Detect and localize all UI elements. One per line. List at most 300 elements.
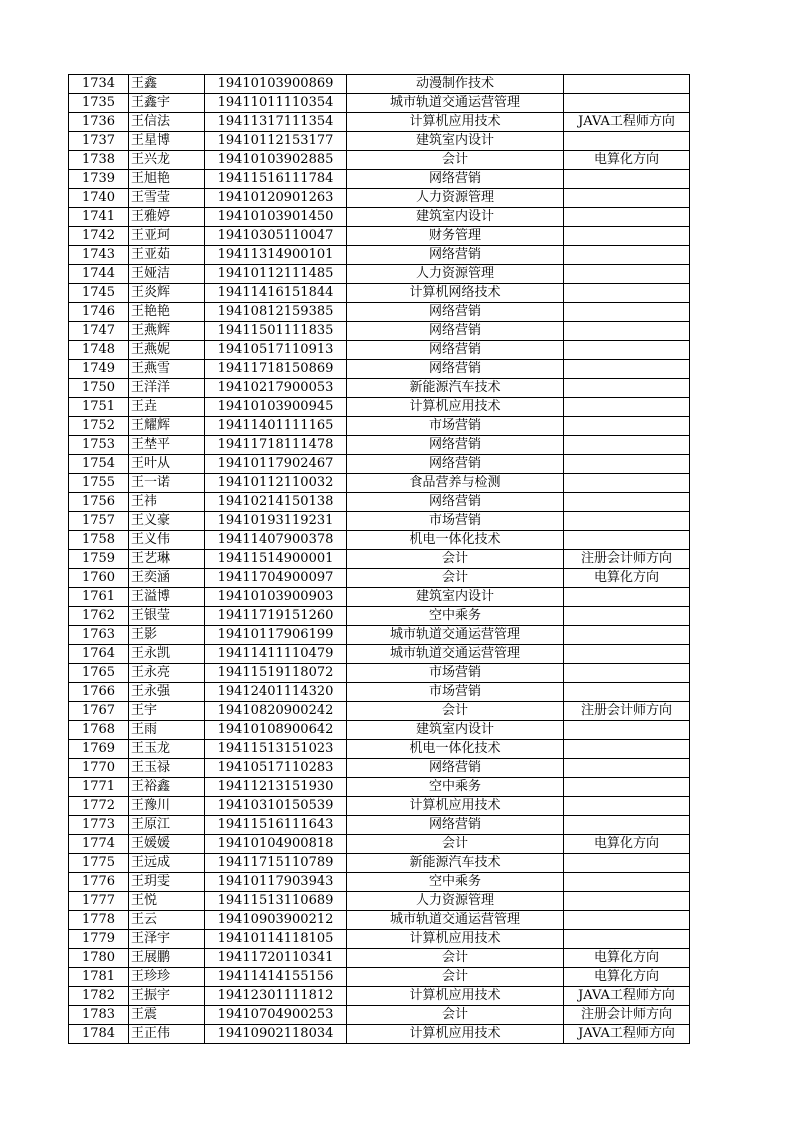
direction-cell: [564, 208, 690, 227]
student-name-cell: 王展鹏: [129, 949, 205, 968]
row-number-cell: 1768: [69, 721, 129, 740]
major-cell: 人力资源管理: [347, 265, 564, 284]
table-row: [69, 322, 690, 341]
student-id-cell: 19410112110032: [205, 474, 347, 493]
student-name-cell: 王震: [129, 1006, 205, 1025]
student-name-cell: 王耀辉: [129, 417, 205, 436]
row-number-cell: 1737: [69, 132, 129, 151]
table-row: [69, 75, 690, 94]
row-number-cell: 1767: [69, 702, 129, 721]
row-number-cell: 1747: [69, 322, 129, 341]
row-number-cell: 1761: [69, 588, 129, 607]
direction-cell: 电算化方向: [564, 968, 690, 987]
student-name-cell: 王炎辉: [129, 284, 205, 303]
major-cell: 会计: [347, 550, 564, 569]
student-name-cell: 王珍珍: [129, 968, 205, 987]
student-name-cell: 王雪莹: [129, 189, 205, 208]
student-id-cell: 19411416151844: [205, 284, 347, 303]
table-row: [69, 512, 690, 531]
row-number-cell: 1779: [69, 930, 129, 949]
table-row: [69, 265, 690, 284]
student-name-cell: 王玥雯: [129, 873, 205, 892]
row-number-cell: 1739: [69, 170, 129, 189]
row-number-cell: 1763: [69, 626, 129, 645]
table-row: [69, 626, 690, 645]
major-cell: 网络营销: [347, 246, 564, 265]
major-cell: 网络营销: [347, 493, 564, 512]
table-row: [69, 379, 690, 398]
direction-cell: 注册会计师方向: [564, 1006, 690, 1025]
major-cell: 计算机应用技术: [347, 930, 564, 949]
direction-cell: [564, 436, 690, 455]
direction-cell: [564, 607, 690, 626]
major-cell: 计算机网络技术: [347, 284, 564, 303]
student-id-cell: 19410103900903: [205, 588, 347, 607]
student-name-cell: 王宇: [129, 702, 205, 721]
table-row: [69, 417, 690, 436]
student-name-cell: 王云: [129, 911, 205, 930]
student-id-cell: 19411411110479: [205, 645, 347, 664]
row-number-cell: 1757: [69, 512, 129, 531]
major-cell: 新能源汽车技术: [347, 379, 564, 398]
direction-cell: [564, 246, 690, 265]
student-name-cell: 王鑫宇: [129, 94, 205, 113]
student-name-cell: 王洋洋: [129, 379, 205, 398]
direction-cell: [564, 759, 690, 778]
student-id-cell: 19410517110283: [205, 759, 347, 778]
major-cell: 人力资源管理: [347, 189, 564, 208]
table-row: [69, 284, 690, 303]
table-row: [69, 968, 690, 987]
direction-cell: [564, 531, 690, 550]
direction-cell: [564, 265, 690, 284]
student-roster-table: [68, 74, 690, 1044]
major-cell: 建筑室内设计: [347, 588, 564, 607]
row-number-cell: 1751: [69, 398, 129, 417]
row-number-cell: 1746: [69, 303, 129, 322]
row-number-cell: 1743: [69, 246, 129, 265]
row-number-cell: 1762: [69, 607, 129, 626]
student-id-cell: 19411718111478: [205, 436, 347, 455]
student-id-cell: 19411407900378: [205, 531, 347, 550]
row-number-cell: 1738: [69, 151, 129, 170]
table-row: [69, 455, 690, 474]
table-row: [69, 208, 690, 227]
row-number-cell: 1781: [69, 968, 129, 987]
table-row: [69, 854, 690, 873]
student-name-cell: 王艳艳: [129, 303, 205, 322]
student-id-cell: 19410112153177: [205, 132, 347, 151]
row-number-cell: 1753: [69, 436, 129, 455]
direction-cell: [564, 227, 690, 246]
direction-cell: [564, 816, 690, 835]
row-number-cell: 1783: [69, 1006, 129, 1025]
table-row: [69, 702, 690, 721]
row-number-cell: 1782: [69, 987, 129, 1006]
direction-cell: [564, 873, 690, 892]
table-row: [69, 588, 690, 607]
row-number-cell: 1770: [69, 759, 129, 778]
direction-cell: [564, 303, 690, 322]
row-number-cell: 1749: [69, 360, 129, 379]
row-number-cell: 1780: [69, 949, 129, 968]
student-id-cell: 19411513151023: [205, 740, 347, 759]
direction-cell: JAVA工程师方向: [564, 1025, 690, 1044]
row-number-cell: 1774: [69, 835, 129, 854]
table-row: [69, 1025, 690, 1044]
major-cell: 网络营销: [347, 170, 564, 189]
direction-cell: 电算化方向: [564, 569, 690, 588]
direction-cell: [564, 911, 690, 930]
major-cell: 网络营销: [347, 341, 564, 360]
major-cell: 空中乘务: [347, 873, 564, 892]
table-row: [69, 911, 690, 930]
direction-cell: [564, 740, 690, 759]
table-row: [69, 398, 690, 417]
major-cell: 建筑室内设计: [347, 208, 564, 227]
direction-cell: 电算化方向: [564, 151, 690, 170]
direction-cell: 注册会计师方向: [564, 702, 690, 721]
major-cell: 会计: [347, 1006, 564, 1025]
student-id-cell: 19410120901263: [205, 189, 347, 208]
table-row: [69, 436, 690, 455]
student-name-cell: 王泽宇: [129, 930, 205, 949]
major-cell: 城市轨道交通运营管理: [347, 911, 564, 930]
row-number-cell: 1745: [69, 284, 129, 303]
direction-cell: [564, 189, 690, 208]
table-row: [69, 550, 690, 569]
direction-cell: [564, 417, 690, 436]
row-number-cell: 1742: [69, 227, 129, 246]
student-name-cell: 王溢博: [129, 588, 205, 607]
student-id-cell: 19411516111643: [205, 816, 347, 835]
student-id-cell: 19411514900001: [205, 550, 347, 569]
student-id-cell: 19411213151930: [205, 778, 347, 797]
row-number-cell: 1756: [69, 493, 129, 512]
student-name-cell: 王兴龙: [129, 151, 205, 170]
direction-cell: [564, 778, 690, 797]
student-name-cell: 王信法: [129, 113, 205, 132]
student-name-cell: 王祎: [129, 493, 205, 512]
major-cell: 网络营销: [347, 816, 564, 835]
row-number-cell: 1744: [69, 265, 129, 284]
student-name-cell: 王媛媛: [129, 835, 205, 854]
row-number-cell: 1776: [69, 873, 129, 892]
student-name-cell: 王雅婷: [129, 208, 205, 227]
direction-cell: [564, 626, 690, 645]
student-id-cell: 19410214150138: [205, 493, 347, 512]
row-number-cell: 1764: [69, 645, 129, 664]
table-row: [69, 303, 690, 322]
table-row: [69, 987, 690, 1006]
student-name-cell: 王叶从: [129, 455, 205, 474]
row-number-cell: 1754: [69, 455, 129, 474]
student-id-cell: 19410117902467: [205, 455, 347, 474]
direction-cell: 电算化方向: [564, 949, 690, 968]
student-id-cell: 19411011110354: [205, 94, 347, 113]
table-row: [69, 474, 690, 493]
major-cell: 机电一体化技术: [347, 740, 564, 759]
major-cell: 计算机应用技术: [347, 987, 564, 1006]
student-id-cell: 19410704900253: [205, 1006, 347, 1025]
direction-cell: [564, 645, 690, 664]
major-cell: 空中乘务: [347, 607, 564, 626]
table-row: [69, 816, 690, 835]
direction-cell: [564, 379, 690, 398]
student-name-cell: 王豫川: [129, 797, 205, 816]
table-row: [69, 227, 690, 246]
student-id-cell: 19410103900945: [205, 398, 347, 417]
table-row: [69, 683, 690, 702]
student-id-cell: 19410117903943: [205, 873, 347, 892]
table-row: [69, 645, 690, 664]
student-id-cell: 19411314900101: [205, 246, 347, 265]
student-name-cell: 王振宇: [129, 987, 205, 1006]
student-id-cell: 19410903900212: [205, 911, 347, 930]
student-id-cell: 19410517110913: [205, 341, 347, 360]
row-number-cell: 1771: [69, 778, 129, 797]
student-name-cell: 王永亮: [129, 664, 205, 683]
table-row: [69, 246, 690, 265]
major-cell: 网络营销: [347, 360, 564, 379]
major-cell: 会计: [347, 968, 564, 987]
direction-cell: 电算化方向: [564, 835, 690, 854]
table-row: [69, 892, 690, 911]
row-number-cell: 1778: [69, 911, 129, 930]
table-row: [69, 113, 690, 132]
direction-cell: [564, 170, 690, 189]
row-number-cell: 1769: [69, 740, 129, 759]
student-name-cell: 王埜平: [129, 436, 205, 455]
student-name-cell: 王亚珂: [129, 227, 205, 246]
row-number-cell: 1752: [69, 417, 129, 436]
student-name-cell: 王原江: [129, 816, 205, 835]
student-name-cell: 王燕辉: [129, 322, 205, 341]
major-cell: 网络营销: [347, 759, 564, 778]
student-id-cell: 19411516111784: [205, 170, 347, 189]
table-row: [69, 949, 690, 968]
major-cell: 网络营销: [347, 303, 564, 322]
direction-cell: [564, 360, 690, 379]
major-cell: 会计: [347, 835, 564, 854]
direction-cell: [564, 721, 690, 740]
direction-cell: [564, 341, 690, 360]
student-id-cell: 19410217900053: [205, 379, 347, 398]
student-name-cell: 王银莹: [129, 607, 205, 626]
major-cell: 建筑室内设计: [347, 721, 564, 740]
table-row: [69, 1006, 690, 1025]
direction-cell: [564, 75, 690, 94]
student-id-cell: 19411718150869: [205, 360, 347, 379]
major-cell: 计算机应用技术: [347, 398, 564, 417]
direction-cell: [564, 683, 690, 702]
major-cell: 财务管理: [347, 227, 564, 246]
student-name-cell: 王鑫: [129, 75, 205, 94]
student-name-cell: 王义豪: [129, 512, 205, 531]
roster-table-body: [69, 75, 690, 1044]
student-id-cell: 19410820900242: [205, 702, 347, 721]
student-name-cell: 王正伟: [129, 1025, 205, 1044]
table-row: [69, 740, 690, 759]
direction-cell: [564, 664, 690, 683]
major-cell: 计算机应用技术: [347, 113, 564, 132]
direction-cell: [564, 930, 690, 949]
row-number-cell: 1784: [69, 1025, 129, 1044]
major-cell: 新能源汽车技术: [347, 854, 564, 873]
table-row: [69, 664, 690, 683]
major-cell: 市场营销: [347, 683, 564, 702]
table-row: [69, 721, 690, 740]
row-number-cell: 1775: [69, 854, 129, 873]
student-name-cell: 王旭艳: [129, 170, 205, 189]
student-name-cell: 王雨: [129, 721, 205, 740]
row-number-cell: 1755: [69, 474, 129, 493]
row-number-cell: 1734: [69, 75, 129, 94]
table-row: [69, 360, 690, 379]
student-id-cell: 19411501111835: [205, 322, 347, 341]
student-id-cell: 19411704900097: [205, 569, 347, 588]
major-cell: 计算机应用技术: [347, 797, 564, 816]
direction-cell: [564, 493, 690, 512]
direction-cell: [564, 284, 690, 303]
row-number-cell: 1736: [69, 113, 129, 132]
student-name-cell: 王垚: [129, 398, 205, 417]
student-name-cell: 王玉禄: [129, 759, 205, 778]
table-row: [69, 930, 690, 949]
table-row: [69, 835, 690, 854]
major-cell: 人力资源管理: [347, 892, 564, 911]
student-id-cell: 19411720110341: [205, 949, 347, 968]
table-row: [69, 531, 690, 550]
table-row: [69, 778, 690, 797]
major-cell: 网络营销: [347, 455, 564, 474]
direction-cell: [564, 854, 690, 873]
student-id-cell: 19411513110689: [205, 892, 347, 911]
student-id-cell: 19411719151260: [205, 607, 347, 626]
row-number-cell: 1740: [69, 189, 129, 208]
row-number-cell: 1759: [69, 550, 129, 569]
table-row: [69, 132, 690, 151]
table-row: [69, 607, 690, 626]
direction-cell: 注册会计师方向: [564, 550, 690, 569]
major-cell: 动漫制作技术: [347, 75, 564, 94]
student-id-cell: 19410114118105: [205, 930, 347, 949]
student-id-cell: 19410112111485: [205, 265, 347, 284]
major-cell: 会计: [347, 569, 564, 588]
major-cell: 食品营养与检测: [347, 474, 564, 493]
student-id-cell: 19410902118034: [205, 1025, 347, 1044]
major-cell: 市场营销: [347, 512, 564, 531]
direction-cell: [564, 892, 690, 911]
major-cell: 会计: [347, 702, 564, 721]
major-cell: 网络营销: [347, 436, 564, 455]
row-number-cell: 1748: [69, 341, 129, 360]
row-number-cell: 1772: [69, 797, 129, 816]
major-cell: 市场营销: [347, 664, 564, 683]
direction-cell: [564, 322, 690, 341]
row-number-cell: 1766: [69, 683, 129, 702]
major-cell: 空中乘务: [347, 778, 564, 797]
row-number-cell: 1750: [69, 379, 129, 398]
table-row: [69, 493, 690, 512]
student-name-cell: 王一诺: [129, 474, 205, 493]
student-id-cell: 19410103900869: [205, 75, 347, 94]
student-name-cell: 王燕雪: [129, 360, 205, 379]
table-row: [69, 569, 690, 588]
student-id-cell: 19410305110047: [205, 227, 347, 246]
table-row: [69, 151, 690, 170]
direction-cell: [564, 94, 690, 113]
student-id-cell: 19411715110789: [205, 854, 347, 873]
major-cell: 城市轨道交通运营管理: [347, 94, 564, 113]
row-number-cell: 1758: [69, 531, 129, 550]
major-cell: 会计: [347, 151, 564, 170]
direction-cell: [564, 398, 690, 417]
student-name-cell: 王义伟: [129, 531, 205, 550]
table-row: [69, 189, 690, 208]
student-id-cell: 19410104900818: [205, 835, 347, 854]
row-number-cell: 1760: [69, 569, 129, 588]
student-id-cell: 19411401111165: [205, 417, 347, 436]
student-name-cell: 王裕鑫: [129, 778, 205, 797]
major-cell: 城市轨道交通运营管理: [347, 626, 564, 645]
direction-cell: [564, 588, 690, 607]
direction-cell: [564, 474, 690, 493]
student-id-cell: 19411414155156: [205, 968, 347, 987]
student-name-cell: 王奕涵: [129, 569, 205, 588]
table-row: [69, 94, 690, 113]
direction-cell: [564, 797, 690, 816]
major-cell: 计算机应用技术: [347, 1025, 564, 1044]
table-row: [69, 873, 690, 892]
student-name-cell: 王燕妮: [129, 341, 205, 360]
student-name-cell: 王悦: [129, 892, 205, 911]
student-name-cell: 王亚茹: [129, 246, 205, 265]
row-number-cell: 1777: [69, 892, 129, 911]
student-id-cell: 19410193119231: [205, 512, 347, 531]
row-number-cell: 1773: [69, 816, 129, 835]
student-id-cell: 19410812159385: [205, 303, 347, 322]
student-name-cell: 王影: [129, 626, 205, 645]
student-id-cell: 19410310150539: [205, 797, 347, 816]
student-name-cell: 王娅洁: [129, 265, 205, 284]
student-name-cell: 王永凯: [129, 645, 205, 664]
table-row: [69, 170, 690, 189]
student-name-cell: 王永强: [129, 683, 205, 702]
student-name-cell: 王艺琳: [129, 550, 205, 569]
major-cell: 城市轨道交通运营管理: [347, 645, 564, 664]
table-row: [69, 759, 690, 778]
row-number-cell: 1735: [69, 94, 129, 113]
major-cell: 网络营销: [347, 322, 564, 341]
table-row: [69, 797, 690, 816]
major-cell: 机电一体化技术: [347, 531, 564, 550]
direction-cell: JAVA工程师方向: [564, 987, 690, 1006]
major-cell: 市场营销: [347, 417, 564, 436]
major-cell: 建筑室内设计: [347, 132, 564, 151]
major-cell: 会计: [347, 949, 564, 968]
student-id-cell: 19410103902885: [205, 151, 347, 170]
direction-cell: [564, 512, 690, 531]
direction-cell: [564, 132, 690, 151]
student-id-cell: 19411317111354: [205, 113, 347, 132]
direction-cell: [564, 455, 690, 474]
student-id-cell: 19410108900642: [205, 721, 347, 740]
student-name-cell: 王星博: [129, 132, 205, 151]
row-number-cell: 1741: [69, 208, 129, 227]
student-id-cell: 19410117906199: [205, 626, 347, 645]
student-id-cell: 19412401114320: [205, 683, 347, 702]
